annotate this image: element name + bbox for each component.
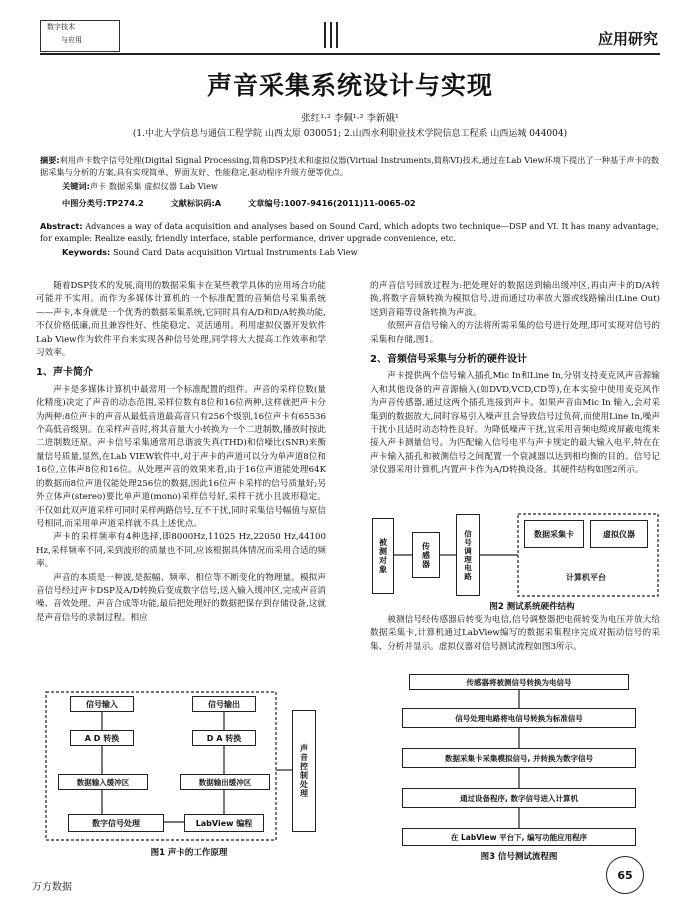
fig3-step-4: 通过设备程序, 数字信号进入计算机	[402, 788, 636, 808]
fig2-measured-object: 被测对象	[372, 518, 394, 594]
right-paragraph-0: 的声音信号回放过程为:把处理好的数据送到输出缓冲区,再由声卡的D/A转换,将数字音频转换为模拟信号,进而通过功率放大器或线路输出(Line Out)送到音箱等设备转换为声波。	[370, 281, 660, 318]
keywords-en-label: Keywords:	[62, 247, 111, 257]
fig3-step-2: 信号处理电路将电信号转换为标准信号	[402, 708, 636, 728]
clc-field: 中图分类号:TP274.2	[62, 198, 144, 208]
fig1-input-buffer: 数据输入缓冲区	[58, 774, 148, 790]
fig2-daq-card: 数据采集卡	[524, 520, 584, 548]
paper-title: 声音采集系统设计与实现	[206, 71, 493, 100]
abstract-cn-label: 摘要:	[40, 155, 60, 165]
left-column	[36, 280, 326, 625]
article-number-field: 文章编号:1007-9416(2011)11-0065-02	[247, 198, 416, 208]
fig1-dsp: 数字信号处理	[68, 814, 164, 832]
figure-3	[384, 670, 654, 870]
section-2-paragraph-2: 被测信号经传感器后转变为电信,信号调整器把电荷转变为电压并放大给数据采集卡,计算机通过LabView编写的数据采集程序完成对振动信号的采集、分析并显示。虚拟仪器对信号测试流程如图3所示。	[370, 615, 660, 652]
fig1-signal-input: 信号输入	[70, 696, 134, 712]
journal-logo	[40, 20, 120, 52]
header-bars-decoration	[322, 22, 340, 48]
abstract-cn	[40, 154, 660, 178]
fig1-ad-conversion: A D 转换	[70, 730, 134, 746]
footer-source: 万方数据	[32, 882, 72, 893]
keywords-cn-text: 声卡 数据采集 虚拟仪器 Lab View	[89, 181, 218, 191]
fig1-output-buffer: 数据输出缓冲区	[180, 774, 270, 790]
fig1-da-conversion: D A 转换	[192, 730, 256, 746]
right-column-continued	[370, 614, 660, 654]
keywords-cn	[62, 180, 660, 192]
paper-authors: 张红¹·² 李佩¹·² 李新娥¹	[301, 113, 399, 124]
fig2-virtual-instrument: 虚拟仪器	[590, 520, 648, 548]
fig2-pc-platform: 计算机平台	[524, 564, 648, 590]
journal-logo-line2: 与应用	[61, 36, 82, 44]
figure-1-caption: 图1 声卡的工作原理	[150, 848, 228, 858]
abstract-en	[40, 220, 660, 244]
fig1-signal-output: 信号输出	[192, 696, 256, 712]
classification-meta	[62, 198, 440, 209]
section-1-paragraph-3: 声音的本质是一种波,是振幅、频率、相位等不断变化的物理量。模拟声音信号经过声卡DSP及A/D转换后变成数字信号,送入输入缓冲区,完成声音消噪、音效处理、声音合成等功能,最后把处理好的数据把保存到存储设备,这就是声音信号的录制过程。相应	[36, 572, 326, 623]
intro-paragraph: 随着DSP技术的发展,商用的数据采集卡在某些教学具体的应用场合功能可能并不实用。而作为多媒体计算机的一个标准配置的音频信号采集系统——声卡,本身就是一个优秀的数据采集系统,它同时具有A/D和D/A转换功能,不仅价格低廉,而且兼容性好、性能稳定、灵活通用。利用虚拟仪器开发软件Lab View作为软件平台来实现各种信号处理,同学将大大提高工作效率和学习效率。	[36, 281, 326, 359]
doc-code-field: 文献标识码:A	[170, 198, 222, 208]
abstract-en-text: Advances a way of data acquisition and analyses based on Sound Card, which adopts two technique—DSP and VI. It has many advantage, for example: Realize easily, friendly interface, stable performance, driver upgrade convenience, etc.	[40, 221, 659, 243]
abstract-en-label: Abstract:	[40, 221, 83, 231]
right-column	[370, 280, 660, 478]
journal-logo-line1: 数字技术	[47, 23, 75, 31]
abstract-cn-text: 利用声卡数字信号处理(Digital Signal Processing,简称DSP)技术和虚拟仪器(Virtual Instruments,简称VI)技术,通过在Lab View环境下提出了一种基于声卡的数据采集与分析的方案,具有实现简单、界面友好、性能稳定,驱动程序升级方便等优点。	[40, 155, 660, 177]
section-1-heading: 1、声卡简介	[36, 367, 93, 379]
section-label: 应用研究	[597, 30, 658, 48]
page-number-seal	[606, 856, 644, 894]
paper-affiliation: (1.中北大学信息与通信工程学院 山西太原 030051; 2.山西水利职业技术学院信息工程系 山西运城 044004)	[132, 129, 568, 139]
header-divider	[40, 53, 660, 55]
fig3-step-5: 在 LabView 平台下, 编写功能应用程序	[402, 828, 636, 846]
fig2-conditioner: 信号调理电路	[456, 514, 480, 596]
page-number: 65	[617, 868, 633, 882]
right-paragraph-1: 依照声音信号输入的方法将所需采集的信号进行处理,即可实现对信号的采集和存储,图1。	[370, 321, 660, 345]
section-1-paragraph-1: 声卡是多媒体计算机中最常用一个标准配置的组件。声音的采样位数(量化精度)决定了声音的动态范围,采样位数有8位和16位两种,这样就把声卡分为两种:8位声卡的声音从最低音道最高音只有256个级别,16位声卡有65536个高低音级别。在采样声音时,将其音量大小转换为一个二进制数,播放时按此二进制数还原。声卡信号采集通常用总谐波失真(THD)和信噪比(SNR)来衡量信号质量,显然,在Lab VIEW软件中,对于声卡的声道可以分为单声道8位和16位,立体声8位和16位。从处理声音的效果来看,由于16位声道能处理64K的数据而8位声道仅能处理256位的数据,因此16位声卡采样的信号质量好;另外立体声(stereo)要比单声道(mono)采样信号好,采样干扰小且波形稳定。不仅如此双声道采样可同时采样两路信号,互不干扰,同时采集信号幅值与原信号相同,而采用单声道采样就不具上述优点。	[36, 384, 326, 529]
section-2-heading: 2、音频信号采集与分析的硬件设计	[370, 354, 527, 366]
keywords-cn-label: 关键词:	[62, 181, 90, 191]
figure-3-caption: 图3 信号测试流程图	[480, 852, 558, 862]
fig1-sound-control: 声音控制处理	[292, 710, 316, 832]
fig3-step-3: 数据采集卡采集模拟信号, 并转换为数字信号	[402, 748, 636, 768]
fig1-labview: LabView 编程	[184, 814, 264, 832]
keywords-en	[62, 246, 660, 258]
fig3-step-1: 传感器将被测信号转换为电信号	[409, 674, 629, 690]
figure-2-caption: 图2 测试系统硬件结构	[489, 602, 575, 612]
figure-1	[44, 690, 334, 865]
keywords-en-text: Sound Card Data acquisition Virtual Instruments Lab View	[112, 247, 358, 257]
section-1-paragraph-2: 声卡的采样频率有4种选择,即8000Hz,11025 Hz,22050 Hz,44100 Hz,采样频率不同,采到波形的质量也不同,应该根据具体情况而采用合适的频率。	[36, 532, 326, 570]
figure-2	[372, 510, 662, 610]
fig2-sensor: 传感器	[412, 532, 440, 578]
section-2-paragraph-1: 声卡提供两个信号输入插孔Mic In和Line In,分别支持麦克风声音源输入和其他设备的声音源输入(如DVD,VCD,CD等),在本实验中使用麦克风作为声音传感器,通过这两个插孔连接到声卡。如果声音由Mic In 输入,会对采集到的数据放大,同时容易引入噪声且会导致信号过负荷,而使用Line In,噪声干扰小且适时动态特性良好。为降低噪声干扰,宜采用音频电缆或屏蔽电缆来接入声卡测量信号。为匹配输入信号电平与声卡规定的最大输入电平,特在在声卡输入插孔和被测信号之间配置一个衰减器以达到相均衡的目的。信号记录仪器采用计算机,内置声卡作为A/D转换设备。其硬件结构如图2所示。	[370, 371, 660, 476]
